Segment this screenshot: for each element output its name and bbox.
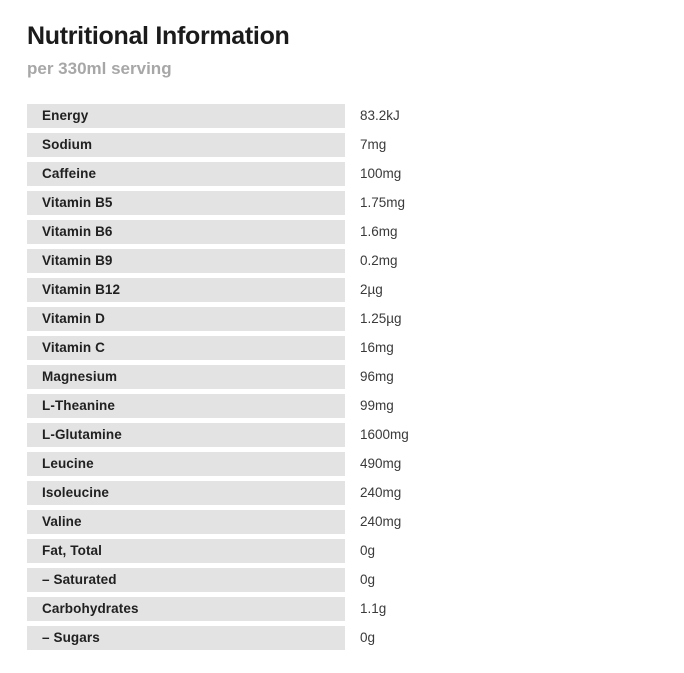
- table-row: [27, 597, 447, 621]
- nutrient-name: Carbohydrates: [27, 597, 345, 621]
- nutrient-value: 0g: [360, 630, 376, 646]
- nutrient-value: 83.2kJ: [360, 108, 400, 124]
- serving-size-subtitle: per 330ml serving: [27, 58, 172, 78]
- nutrient-name: Vitamin B6: [27, 220, 345, 244]
- nutrient-value: 16mg: [360, 340, 394, 356]
- table-row: [27, 510, 447, 534]
- nutrient-value: 2µg: [360, 282, 383, 298]
- table-row: [27, 133, 447, 157]
- nutrient-value: 1.25µg: [360, 311, 402, 327]
- table-row: [27, 539, 447, 563]
- nutrition-table: [27, 104, 447, 650]
- table-row: [27, 336, 447, 360]
- nutrient-name: Vitamin B5: [27, 191, 345, 215]
- nutrient-value: 240mg: [360, 485, 402, 501]
- table-row: [27, 278, 447, 302]
- table-row: [27, 626, 447, 650]
- nutrient-value: 7mg: [360, 137, 387, 153]
- nutrient-name: L-Theanine: [27, 394, 345, 418]
- nutrient-value: 0g: [360, 572, 376, 588]
- nutrient-name: Caffeine: [27, 162, 345, 186]
- table-row: [27, 220, 447, 244]
- nutrient-name: Leucine: [27, 452, 345, 476]
- nutrient-name: Magnesium: [27, 365, 345, 389]
- nutrient-name: Vitamin C: [27, 336, 345, 360]
- table-row: [27, 423, 447, 447]
- nutrient-value: 100mg: [360, 166, 402, 182]
- table-row: [27, 162, 447, 186]
- nutrient-value: 1600mg: [360, 427, 409, 443]
- table-row: [27, 191, 447, 215]
- nutrient-value: 96mg: [360, 369, 394, 385]
- nutrient-value: 0.2mg: [360, 253, 398, 269]
- nutrient-value: 1.1g: [360, 601, 387, 617]
- nutrient-name: Energy: [27, 104, 345, 128]
- table-row: [27, 365, 447, 389]
- nutrient-name: Vitamin B9: [27, 249, 345, 273]
- nutrient-value: 1.75mg: [360, 195, 406, 211]
- page-title: Nutritional Information: [27, 22, 290, 50]
- nutrient-value: 99mg: [360, 398, 394, 414]
- nutrient-name: L-Glutamine: [27, 423, 345, 447]
- table-row: [27, 104, 447, 128]
- nutrient-name: Valine: [27, 510, 345, 534]
- table-row: [27, 394, 447, 418]
- nutrient-name: Sodium: [27, 133, 345, 157]
- nutrient-value: 240mg: [360, 514, 402, 530]
- nutrient-name: – Saturated: [27, 568, 345, 592]
- nutrient-name: Fat, Total: [27, 539, 345, 563]
- table-row: [27, 249, 447, 273]
- nutrient-name: Vitamin D: [27, 307, 345, 331]
- table-row: [27, 481, 447, 505]
- table-row: [27, 568, 447, 592]
- content-area: [27, 22, 447, 655]
- nutrient-value: 1.6mg: [360, 224, 398, 240]
- nutrient-value: 0g: [360, 543, 376, 559]
- table-row: [27, 307, 447, 331]
- table-row: [27, 452, 447, 476]
- nutrient-name: Isoleucine: [27, 481, 345, 505]
- nutrient-name: Vitamin B12: [27, 278, 345, 302]
- nutrient-value: 490mg: [360, 456, 402, 472]
- nutrient-name: – Sugars: [27, 626, 345, 650]
